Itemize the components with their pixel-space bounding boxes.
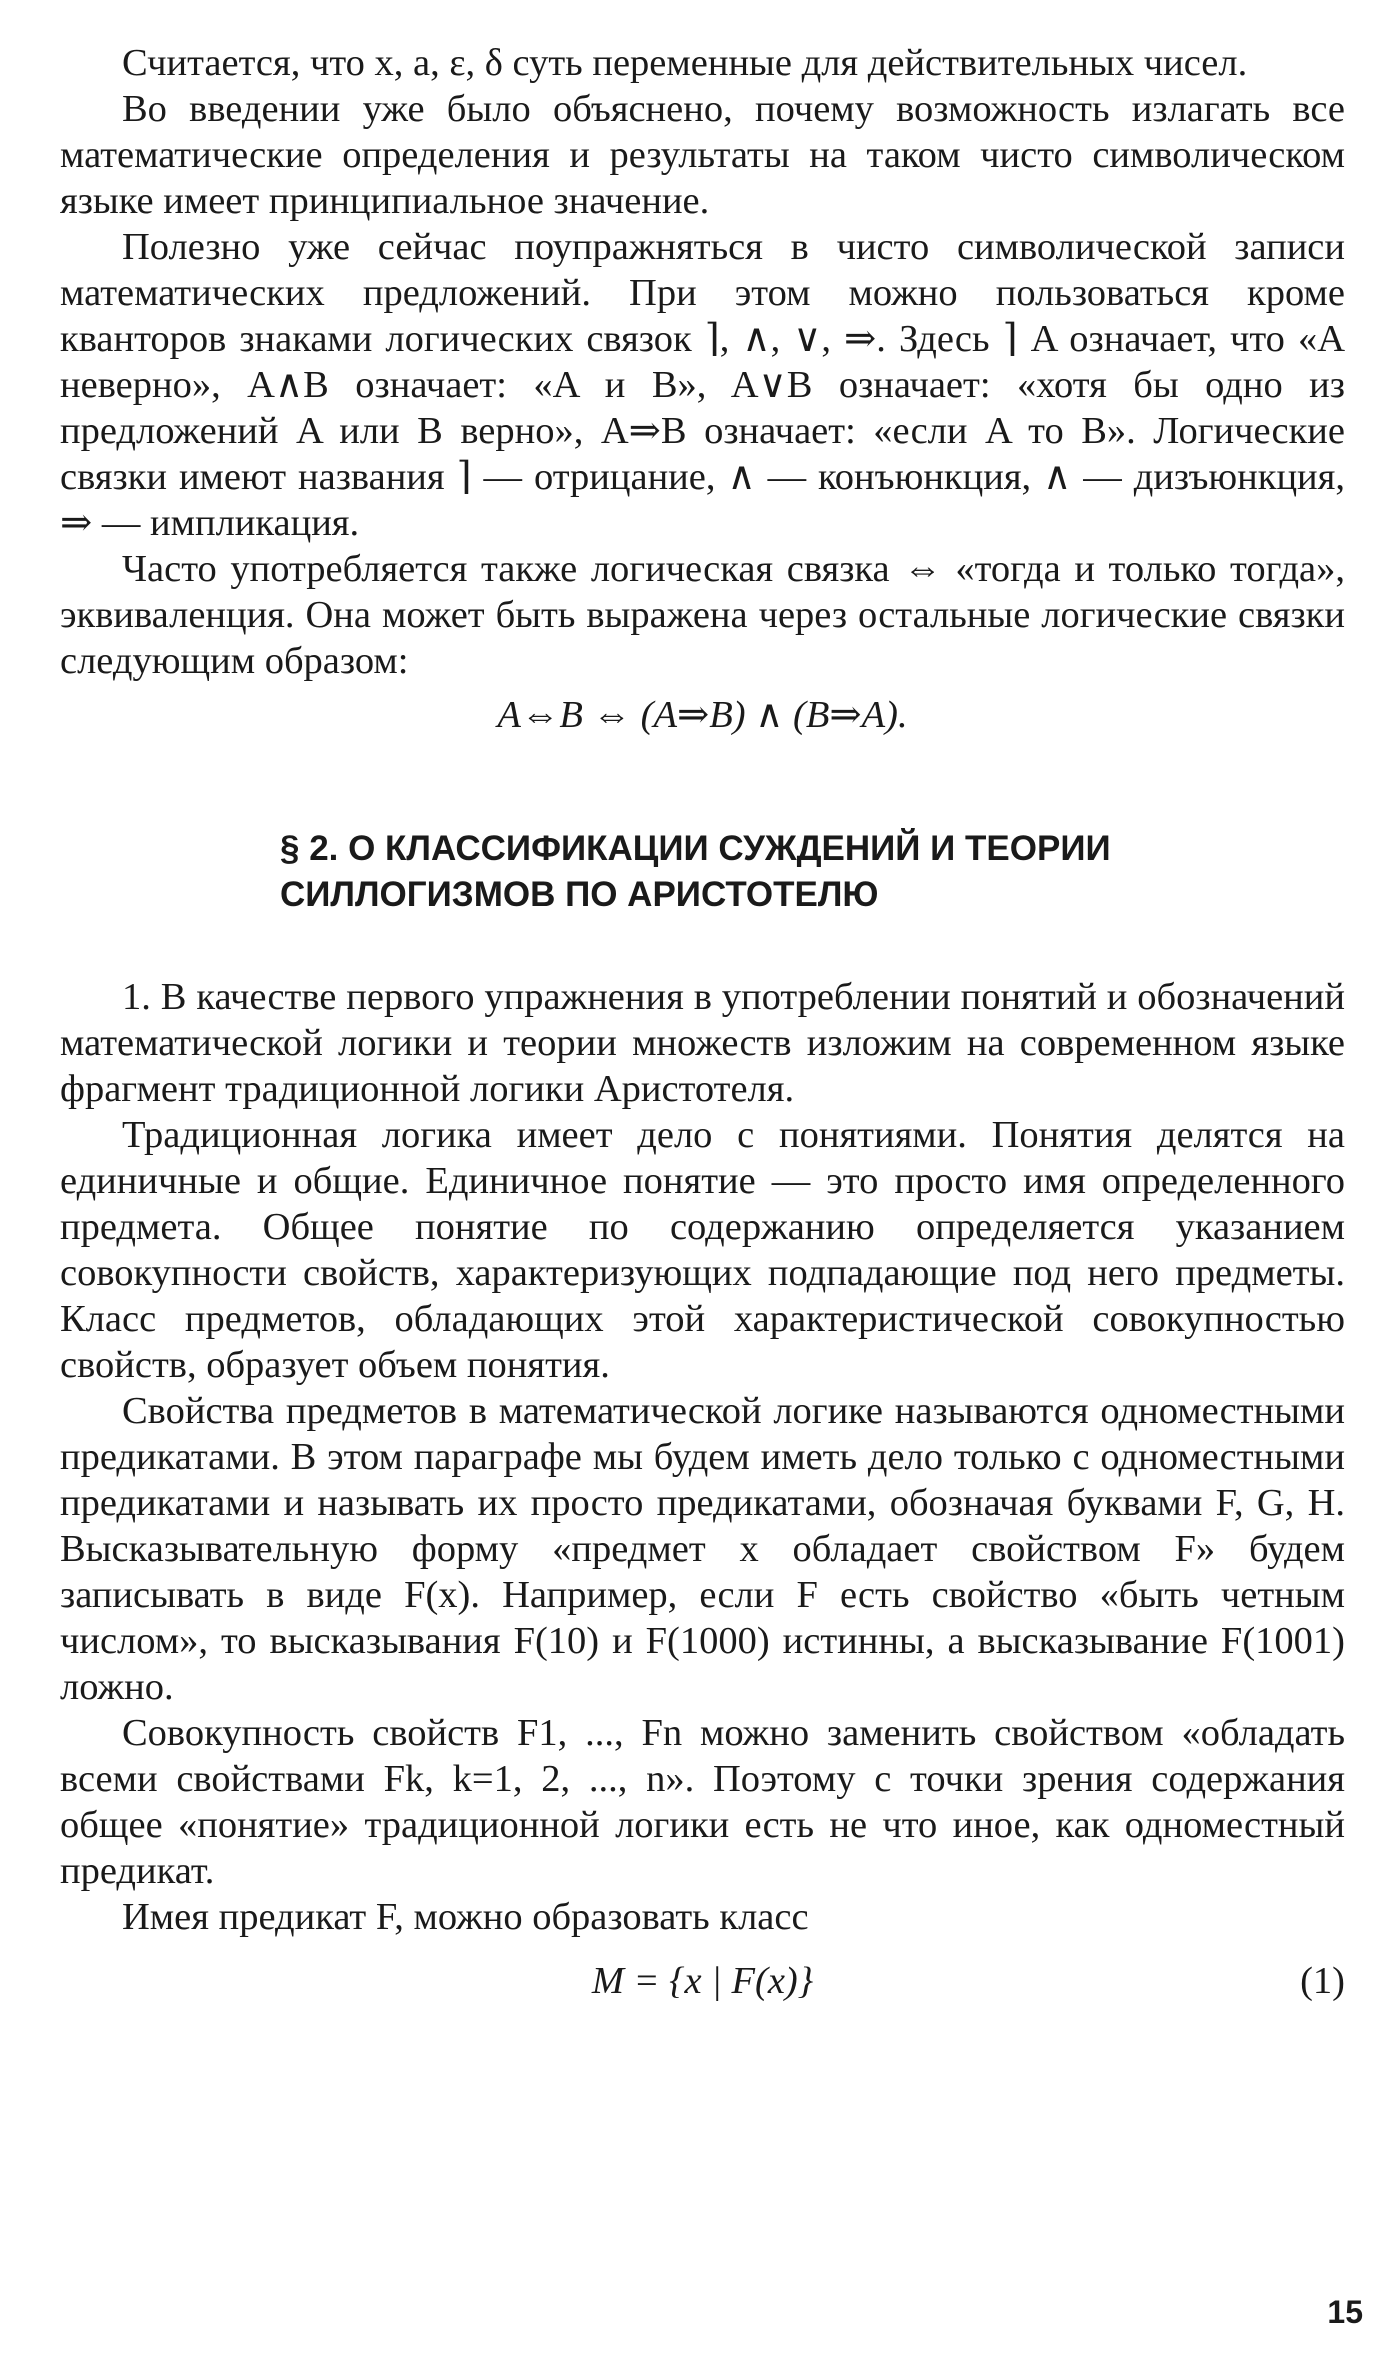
paragraph-equivalence: Часто употребляется также логическая связка ⇔ «тогда и только тогда», эквиваленция. Она может быть выражена через остальные логические связки следующим образом: — [60, 548, 1345, 682]
formula-class: M = {x | F(x)} — [591, 1960, 814, 2002]
page-number: 15 — [1327, 2294, 1363, 2330]
formula-equivalence: A⇔B ⇔ (A⇒B) ∧ (B⇒A). — [497, 694, 908, 736]
formula-class-row — [60, 1958, 1345, 2004]
paragraph-class-intro: Имея предикат F, можно образовать класс — [122, 1896, 809, 1938]
paragraph-concepts: Традиционная логика имеет дело с понятиями. Понятия делятся на единичные и общие. Единичное понятие — это просто имя определенного предмета. Общее понятие по содержанию определяется указанием совокупности свойств, характеризующих подпадающие под него предметы. Класс предметов, обладающих этой характеристической совокупностью свойств, образует объем понятия. — [60, 1114, 1345, 1386]
section-heading — [60, 826, 1345, 918]
paragraph-symbolic-language: Во введении уже было объяснено, почему возможность излагать все математические определения и результаты на таком чисто символическом языке имеет принципиальное значение. — [60, 88, 1345, 222]
paragraph-property-set: Совокупность свойств F1, ..., Fn можно заменить свойством «обладать всеми свойствами Fk, k=1, 2, ..., n». Поэтому с точки зрения содержания общее «понятие» традиционной логики есть не что иное, как одноместный предикат. — [60, 1712, 1345, 1892]
paragraph-variables: Считается, что x, a, ε, δ суть переменные для действительных чисел. — [122, 42, 1248, 84]
paragraph-first-exercise: 1. В качестве первого упражнения в употреблении понятий и обозначений математической логики и теории множеств изложим на современном языке фрагмент традиционной логики Аристотеля. — [60, 976, 1345, 1110]
page-body — [60, 40, 1345, 2004]
paragraph-logical-connectives: Полезно уже сейчас поупражняться в чисто символической записи математических предложений. При этом можно пользоваться кроме кванторов знаками логических связок ⌉, ∧, ∨, ⇒. Здесь ⌉ A означает, что «A неверно», A∧B означает: «A и B», A∨B означает: «хотя бы одно из предложений A или B верно», A⇒B означает: «если A то B». Логические связки имеют названия ⌉ — отрицание, ∧ — конъюнкция, ∧ — дизъюнкция, ⇒ — импликация. — [60, 226, 1345, 544]
equation-number: (1) — [1300, 1960, 1345, 2002]
section-heading-line-2: СИЛЛОГИЗМОВ ПО АРИСТОТЕЛЮ — [280, 875, 879, 914]
paragraph-predicates: Свойства предметов в математической логике называются одноместными предикатами. В этом параграфе мы будем иметь дело только с одноместными предикатами и называть их просто предикатами, обозначая буквами F, G, H. Высказывательную форму «предмет x обладает свойством F» будем записывать в виде F(x). Например, если F есть свойство «быть четным числом», то высказывания F(10) и F(1000) истинны, а высказывание F(1001) ложно. — [60, 1390, 1345, 1708]
section-heading-line-1: § 2. О КЛАССИФИКАЦИИ СУЖДЕНИЙ И ТЕОРИИ — [280, 829, 1111, 868]
